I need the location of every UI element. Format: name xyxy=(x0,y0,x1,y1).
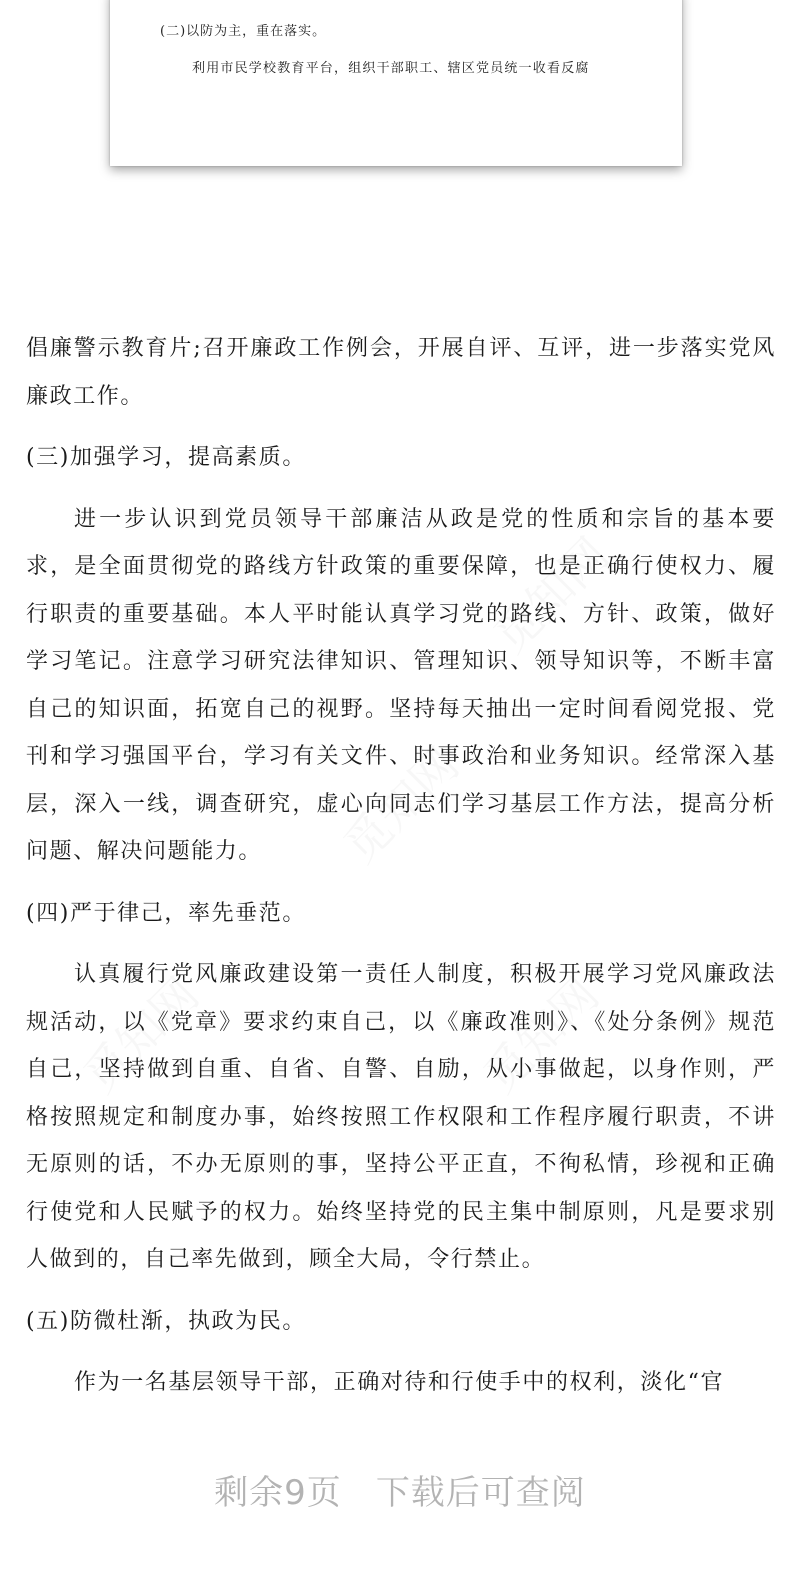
section-heading-3: (三)加强学习，提高素质。 xyxy=(26,445,306,470)
watermark: 觅知网 xyxy=(333,737,470,874)
preview-text-line: 利用市民学校教育平台，组织干部职工、辖区党员统一收看反腐 xyxy=(192,61,590,76)
section-body-3: 进一步认识到党员领导干部廉洁从政是党的性质和宗旨的基本要求，是全面贯彻党的路线方针政策的重要保障，也是正确行使权力、履行职责的重要基础。本人平时能认真学习党的路线、方针、政策，做好学习笔记。注意学习研究法律知识、管理知识、领导知识等，不断丰富自己的知识面，拓宽自己的视野。坚持每天抽出一定时间看阅党报、党刊和学习强国平台，学习有关文件、时事政治和业务知识。经常深入基层，深入一线，调查研究，虚心向同志们学习基层工作方法，提高分析问题、解决问题能力。 xyxy=(26,506,776,864)
section-body-5: 作为一名基层领导干部，正确对待和行使手中的权利，淡化“官 xyxy=(74,1370,725,1395)
section-body-4: 认真履行党风廉政建设第一责任人制度，积极开展学习党风廉政法规活动，以《党章》要求约束自己，以《廉政准则》、《处分条例》规范自己，坚持做到自重、自省、自警、自励，从小事做起，以身作则，严格按照规定和制度办事，始终按照工作权限和工作程序履行职责，不讲无原则的话，不办无原则的事，坚持公平正直，不徇私情，珍视和正确行使党和人民赋予的权力。始终坚持党的民主集中制原则，凡是要求别人做到的，自己率先做到，顾全大局，令行禁止。 xyxy=(26,962,776,1272)
watermark: 觅知网 xyxy=(473,967,610,1104)
download-prompt[interactable] xyxy=(0,1465,800,1514)
download-to-view-label[interactable]: 下载后可查阅 xyxy=(375,1473,586,1513)
paragraph-continuation: 倡廉警示教育片;召开廉政工作例会，开展自评、互评，进一步落实党风廉政工作。 xyxy=(26,336,776,409)
section-heading-5: (五)防微杜渐，执政为民。 xyxy=(26,1308,306,1334)
document-body xyxy=(26,325,776,1407)
watermark: 觅知网 xyxy=(73,967,210,1104)
section-heading-4: (四)严于律己，率先垂范。 xyxy=(26,900,306,926)
remaining-pages-label: 剩余9页 xyxy=(214,1473,342,1513)
preview-section-heading: (二)以防为主，重在落实。 xyxy=(160,24,327,39)
watermark: 觅知网 xyxy=(483,527,620,664)
preview-page-card xyxy=(110,0,682,166)
